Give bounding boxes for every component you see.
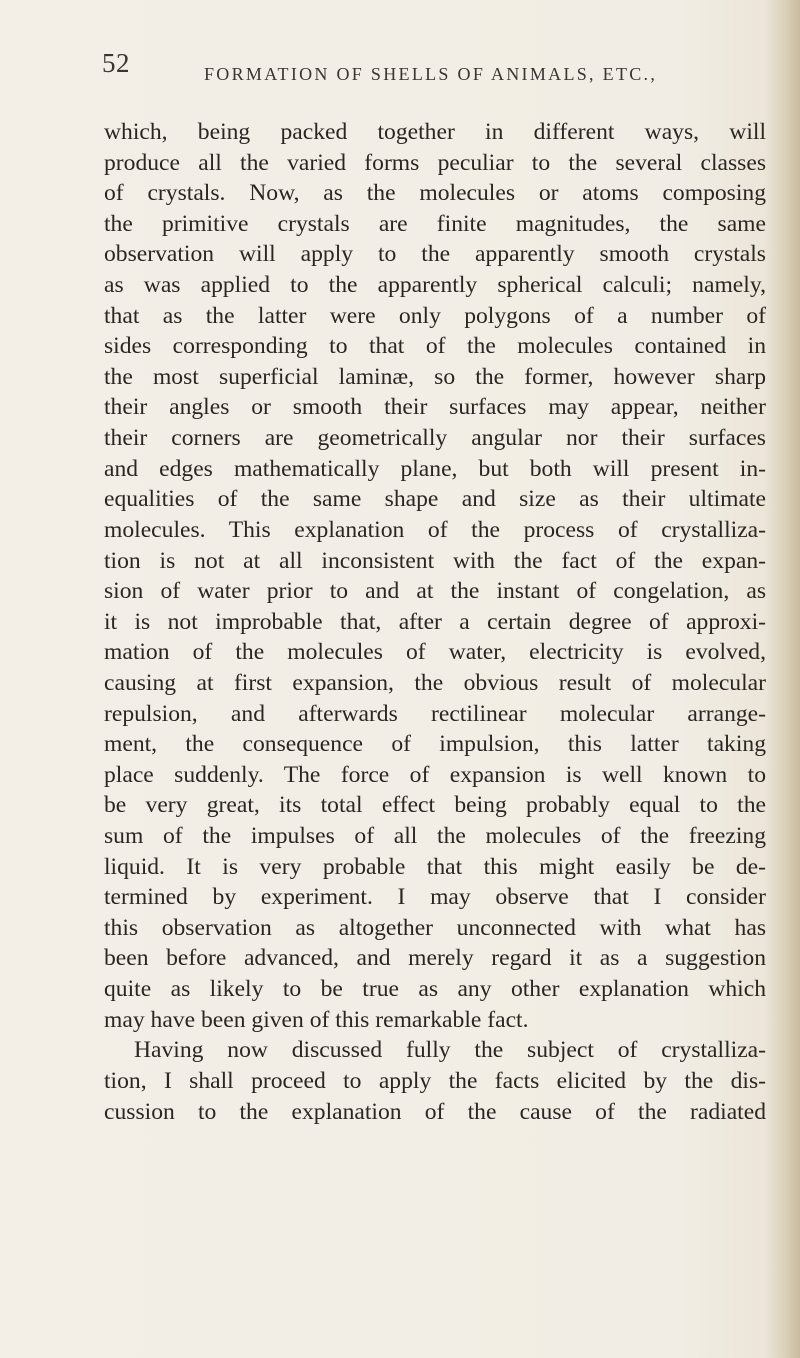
paragraph-start-line: Having now discussed fully the subject of crystalliza- — [134, 1037, 766, 1064]
text-line: been before advanced, and merely regard it as a suggestion — [104, 945, 766, 972]
page-edge-shadow — [766, 0, 800, 1358]
text-line: the most superficial laminæ, so the former, however sharp — [104, 363, 766, 390]
text-line: liquid. It is very probable that this might easily be de- — [104, 853, 766, 880]
text-line: molecules. This explanation of the process of crystalliza- — [104, 516, 766, 543]
text-line: quite as likely to be true as any other explanation which — [104, 976, 766, 1003]
text-line: their corners are geometrically angular nor their surfaces — [104, 425, 766, 452]
text-line: place suddenly. The force of expansion is well known to — [104, 761, 766, 788]
text-line: this observation as altogether unconnected with what has — [104, 914, 766, 941]
text-line: as was applied to the apparently spherical calculi; namely, — [104, 272, 766, 299]
text-line: of crystals. Now, as the molecules or atoms composing — [104, 180, 766, 207]
text-line: sides corresponding to that of the molecules contained in — [104, 333, 766, 360]
text-line: be very great, its total effect being probably equal to the — [104, 792, 766, 819]
text-line: observation will apply to the apparently smooth crystals — [104, 241, 766, 268]
text-line: equalities of the same shape and size as their ultimate — [104, 486, 766, 513]
page-number: 52 — [102, 48, 130, 78]
text-line: tion is not at all inconsistent with the fact of the expan- — [104, 547, 766, 574]
text-line: produce all the varied forms peculiar to the several classes — [104, 149, 766, 176]
text-line: sum of the impulses of all the molecules of the freezing — [104, 823, 766, 850]
text-line: mation of the molecules of water, electricity is evolved, — [104, 639, 766, 666]
paragraph-end-line: may have been given of this remarkable fact. — [104, 1006, 529, 1033]
text-line: which, being packed together in different ways, will — [104, 119, 766, 145]
text-line: causing at first expansion, the obvious result of molecular — [104, 669, 766, 696]
text-line: it is not improbable that, after a certain degree of approxi- — [104, 608, 766, 635]
text-line: tion, I shall proceed to apply the facts elicited by the dis- — [104, 1067, 766, 1094]
body-text — [104, 117, 766, 1127]
text-line: the primitive crystals are finite magnitudes, the same — [104, 210, 766, 237]
text-line: and edges mathematically plane, but both will present in- — [104, 455, 766, 482]
text-line: repulsion, and afterwards rectilinear molecular arrange- — [104, 700, 766, 727]
running-title: FORMATION OF SHELLS OF ANIMALS, ETC., — [204, 64, 658, 84]
text-line: their angles or smooth their surfaces may appear, neither — [104, 394, 766, 421]
text-line: that as the latter were only polygons of a number of — [104, 302, 766, 329]
text-line: sion of water prior to and at the instant of congelation, as — [104, 578, 766, 605]
text-line: cussion to the explanation of the cause of the radiated — [104, 1098, 766, 1125]
running-head — [102, 48, 742, 92]
text-line: termined by experiment. I may observe that I consider — [104, 884, 766, 911]
text-line: ment, the consequence of impulsion, this latter taking — [104, 731, 766, 758]
